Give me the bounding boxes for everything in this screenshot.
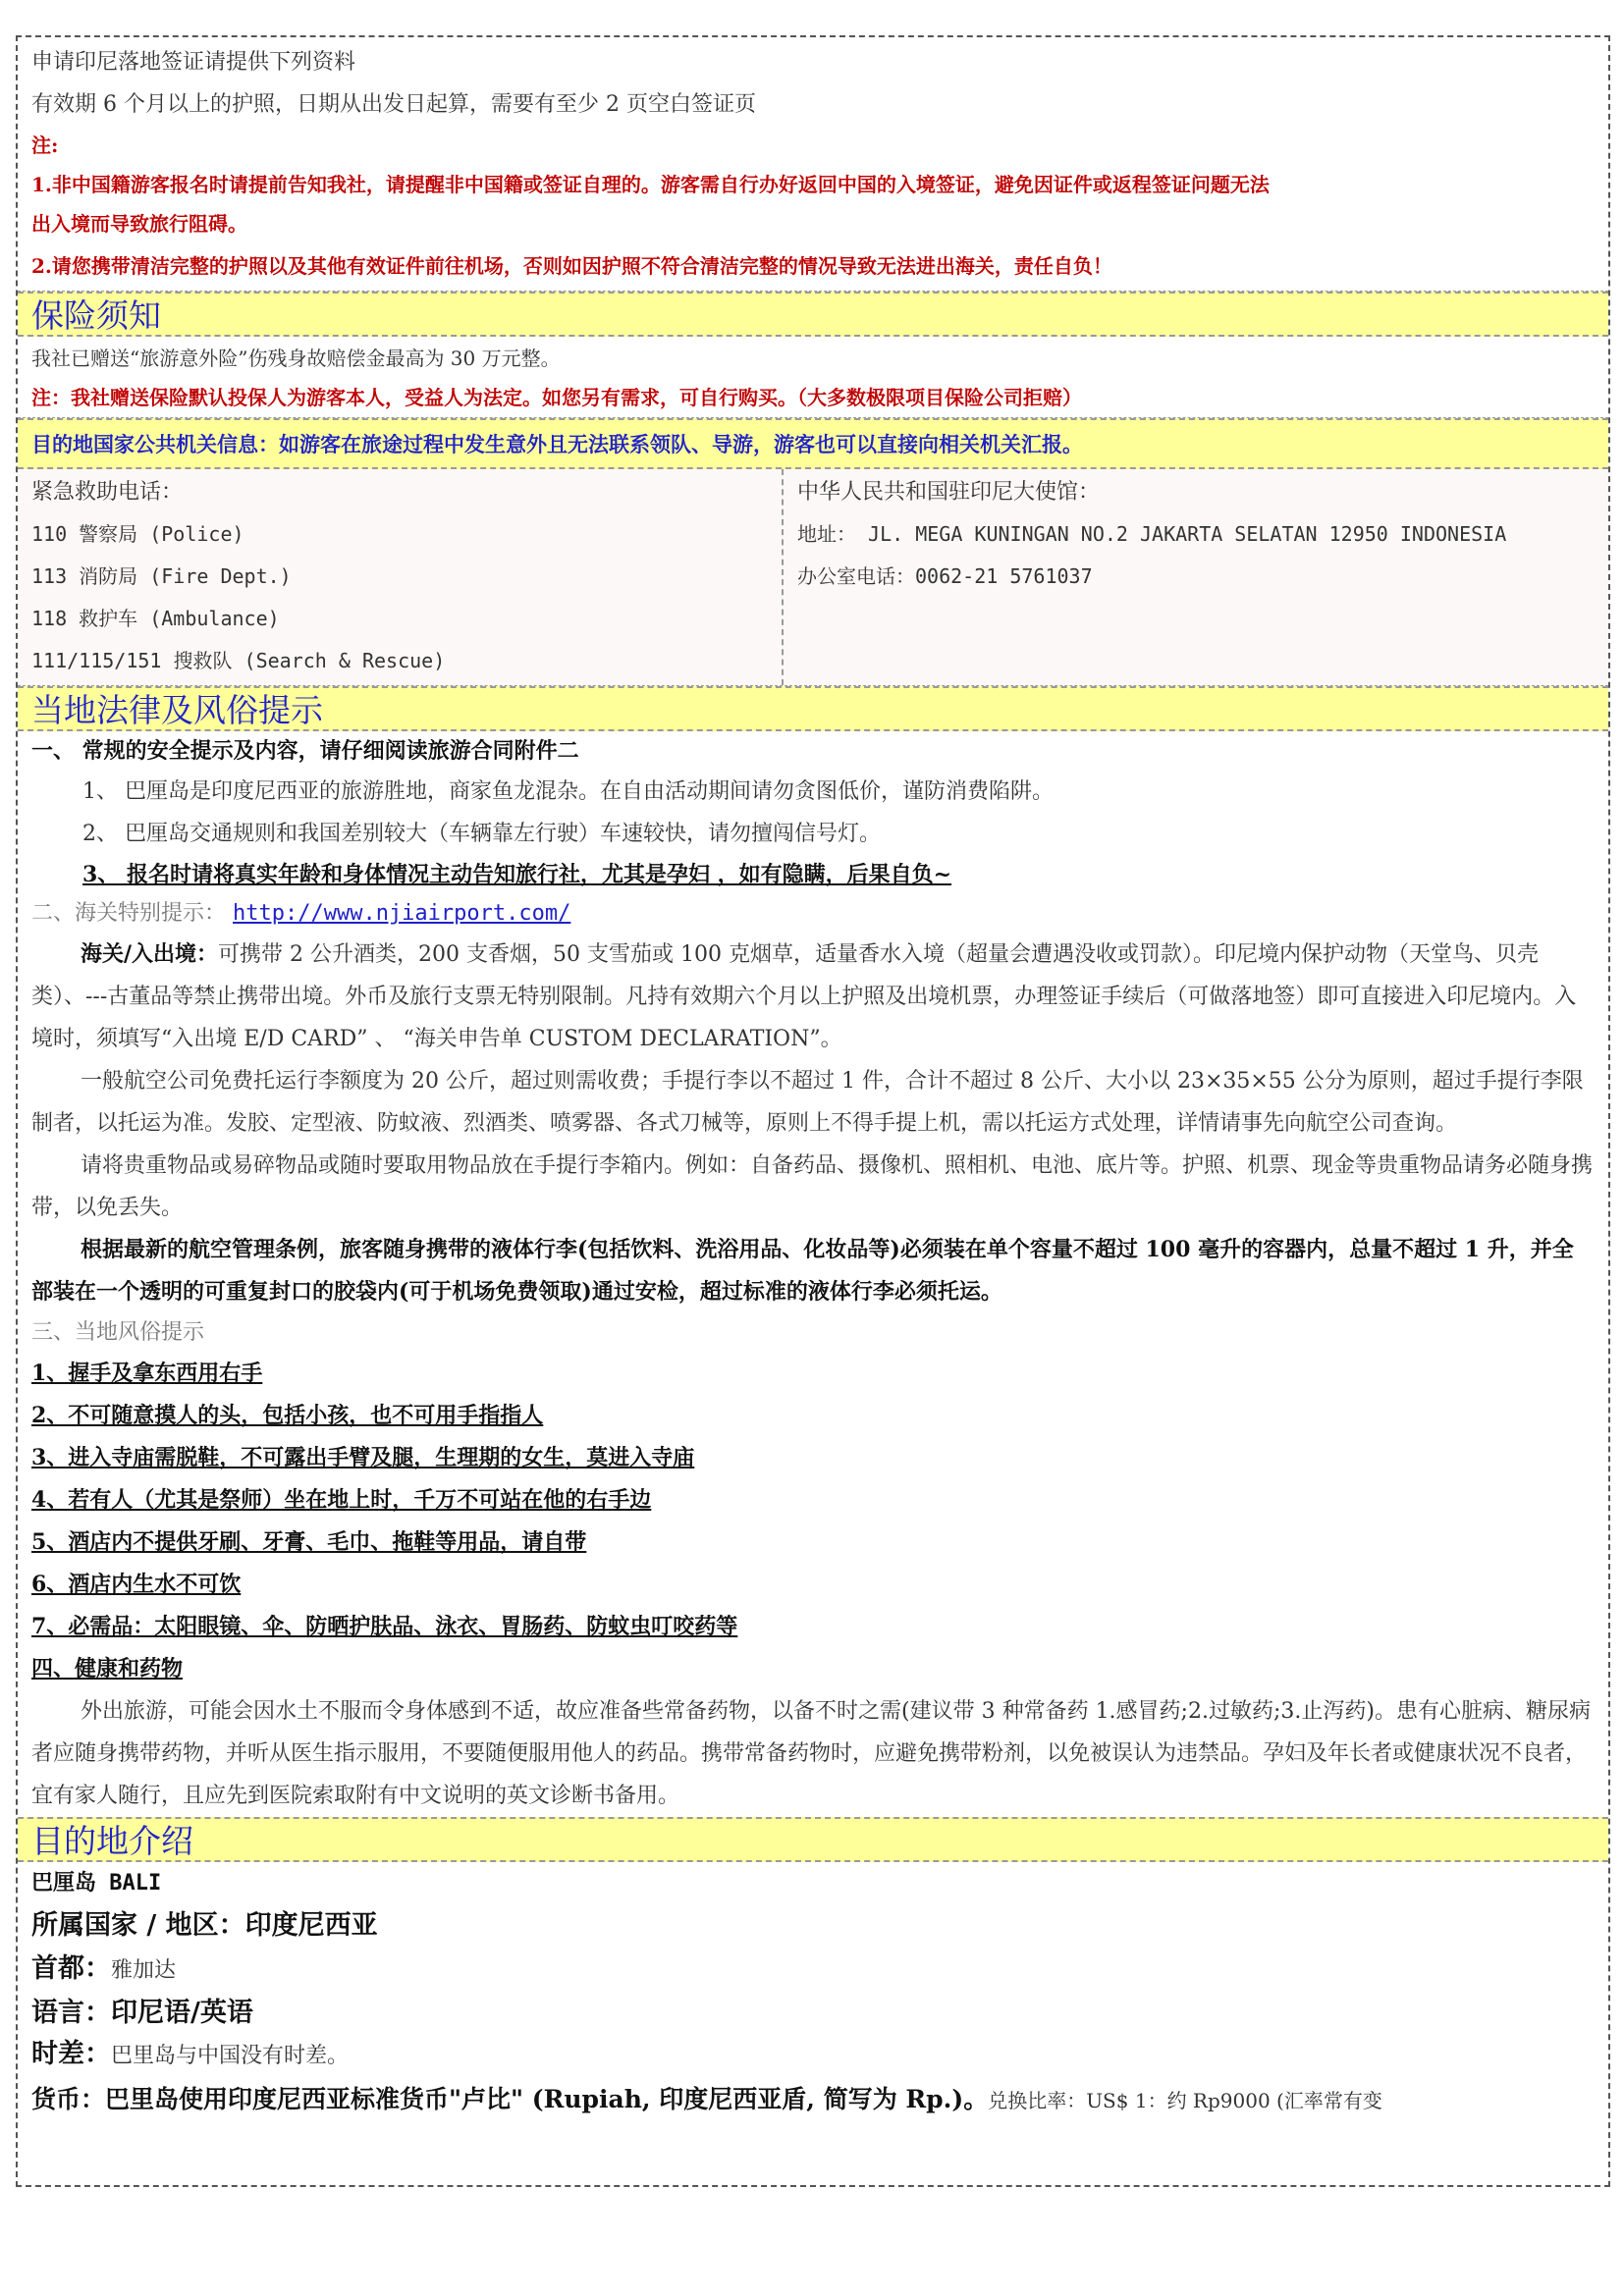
laws-sec1-item: 2、 巴厘岛交通规则和我国差别较大（车辆靠左行驶）车速较快，请勿擅闯信号灯。 [82, 822, 881, 846]
capital-label: 首都： [31, 1953, 111, 1984]
timezone-label: 时差： [31, 2039, 111, 2069]
destination-language: 语言：印尼语/英语 [31, 1998, 253, 2028]
custom-item: 1、握手及拿东西用右手 [31, 1361, 263, 1386]
timezone-value: 巴里岛与中国没有时差。 [111, 2044, 350, 2068]
currency-rate: 兑换比率：US$ 1：约 Rp9000 (汇率常有变 [988, 2089, 1382, 2112]
laws-sec1-item: 3、 报名时请将真实年龄和身体情况主动告知旅行社，尤其是孕妇 ，如有隐瞒，后果自负~ [82, 862, 952, 887]
capital-value: 雅加达 [111, 1958, 177, 1983]
liquids-paragraph [31, 1229, 1595, 1313]
destination-name: 巴厘岛 BALI [31, 1871, 162, 1896]
destination-capital-line [31, 1949, 1595, 1993]
airport-link[interactable]: http://www.njiairport.com/ [233, 901, 571, 926]
destination-section [18, 1862, 1608, 2124]
emergency-item: 118 救护车 (Ambulance) [31, 607, 280, 630]
health-text: 外出旅游，可能会因水土不服而令身体感到不适，故应准备些常备药物，以备不时之需(建议带 3 种常备药 1.感冒药;2.过敏药;3.止泻药)。患有心脏病、糖尿病者应随身携带药物，并听从医生指示服用，不要随便服用他人的药品。携带常备药物时，应避免携带粉剂，以免被误认为违禁品。孕妇及年长者或健康状况不良者，宜有家人随行，且应先到医院索取附有中文说明的英文诊断书备用。 [31, 1699, 1591, 1808]
visa-note-1b: 出入境而导致旅行阻碍。 [31, 212, 247, 236]
laws-heading: 当地法律及风俗提示 [18, 686, 1608, 731]
visa-note-label: 注: [31, 133, 59, 157]
luggage-text: 一般航空公司免费托运行李额度为 20 公斤，超过则需收费；手提行李以不超过 1 件，合计不超过 8 公斤、大小以 23×35×55 公分为原则，超过手提行李限制者，以托运为准。发胶、定型液、防蚊液、烈酒类、喷雾器、各式刀械等，原则上不得手提上机，需以托运方式处理，详情请事先向航空公司查询。 [31, 1069, 1584, 1136]
custom-item: 2、不可随意摸人的头，包括小孩，也不可用手指指人 [31, 1403, 544, 1428]
embassy-phone: 办公室电话：0062-21 5761037 [797, 564, 1093, 588]
laws-sec1-title: 一、 常规的安全提示及内容，请仔细阅读旅游合同附件二 [31, 738, 579, 764]
custom-item: 5、酒店内不提供牙刷、牙膏、毛巾、拖鞋等用品，请自带 [31, 1529, 587, 1555]
laws-section [18, 731, 1608, 1817]
valuables-text: 请将贵重物品或易碎物品或随时要取用物品放在手提行李箱内。例如：自备药品、摄像机、照相机、电池、底片等。护照、机票、现金等贵重物品请务必随身携带，以免丢失。 [31, 1153, 1594, 1220]
laws-sec4-title: 四、健康和药物 [31, 1656, 184, 1682]
public-info-bar: 目的地国家公共机关信息：如游客在旅途过程中发生意外且无法联系领队、导游，游客也可以直接向相关机关汇报。 [18, 418, 1608, 469]
document-frame [16, 35, 1610, 2187]
laws-sec1-item: 1、 巴厘岛是印度尼西亚的旅游胜地，商家鱼龙混杂。在自由活动期间请勿贪图低价，谨防消费陷阱。 [82, 779, 1054, 804]
valuables-paragraph [31, 1145, 1595, 1229]
insurance-section [18, 337, 1608, 418]
visa-note-1a: 1.非中国籍游客报名时请提前告知我社，请提醒非中国籍或签证自理的。游客需自行办好返回中国的入境签证，避免因证件或返程签证问题无法 [31, 173, 1270, 196]
custom-item: 6、酒店内生水不可饮 [31, 1572, 242, 1597]
destination-timezone-line [31, 2034, 1595, 2078]
laws-sec2-title: 二、海关特别提示： [31, 901, 233, 926]
destination-currency-line [31, 2078, 1595, 2124]
emergency-title: 紧急救助电话： [31, 480, 184, 505]
custom-item: 4、若有人（尤其是祭师）坐在地上时，千万不可站在他的右手边 [31, 1487, 652, 1513]
destination-country: 所属国家 / 地区：印度尼西亚 [31, 1910, 378, 1941]
contact-grid [18, 469, 1608, 686]
laws-sec2-title-line [31, 894, 1595, 934]
customs-paragraph [31, 934, 1595, 1060]
embassy-address: 地址： JL. MEGA KUNINGAN NO.2 JAKARTA SELATAN 12950 INDONESIA [797, 522, 1507, 546]
emergency-item: 113 消防局 (Fire Dept.) [31, 564, 292, 588]
customs-label: 海关/入出境： [81, 941, 219, 967]
embassy-title: 中华人民共和国驻印尼大使馆： [797, 480, 1101, 505]
luggage-paragraph [31, 1060, 1595, 1145]
emergency-item: 110 警察局 (Police) [31, 522, 244, 546]
health-paragraph [31, 1690, 1595, 1817]
customs-text: 可携带 2 公升酒类，200 支香烟，50 支雪茄或 100 克烟草，适量香水入境（超量会遭遇没收或罚款）。印尼境内保护动物（天堂鸟、贝壳类）、---古董品等禁止携带出境。外币及旅行支票无特别限制。凡持有效期六个月以上护照及出境机票，办理签证手续后（可做落地签）即可直接进入印尼境内。入境时，须填写“入出境 E/D CARD” 、 “海关申告单 CUSTOM DECLARATION”。 [31, 942, 1577, 1051]
emergency-numbers [18, 469, 784, 685]
visa-line-2: 有效期 6 个月以上的护照，日期从出发日起算，需要有至少 2 页空白签证页 [31, 92, 756, 117]
custom-item: 3、进入寺庙需脱鞋，不可露出手臂及腿，生理期的女生，莫进入寺庙 [31, 1445, 695, 1470]
visa-note-2: 2.请您携带清洁完整的护照以及其他有效证件前往机场，否则如因护照不符合清洁完整的情况导致无法进出海关，责任自负！ [31, 254, 1112, 278]
currency-label: 货币：巴里岛使用印度尼西亚标准货币"卢比" (Rupiah, 印度尼西亚盾, 简写为 Rp.)。 [31, 2085, 989, 2113]
destination-heading: 目的地介绍 [18, 1817, 1608, 1862]
insurance-heading: 保险须知 [18, 292, 1608, 337]
laws-sec3-title: 三、当地风俗提示 [31, 1320, 205, 1345]
emergency-item: 111/115/151 搜救队 (Search & Rescue) [31, 649, 446, 672]
visa-section [18, 37, 1608, 292]
embassy-info [784, 469, 1608, 685]
insurance-line-1: 我社已赠送“旅游意外险”伤残身故赔偿金最高为 30 万元整。 [31, 347, 561, 370]
insurance-line-2: 注：我社赠送保险默认投保人为游客本人，受益人为法定。如您另有需求，可自行购买。（大多数极限项目保险公司拒赔） [31, 386, 1082, 409]
liquids-text: 根据最新的航空管理条例，旅客随身携带的液体行李(包括饮料、洗浴用品、化妆品等)必须装在单个容量不超过 100 毫升的容器内，总量不超过 1 升，并全部装在一个透明的可重复封口的胶袋内(可于机场免费领取)通过安检，超过标准的液体行李必须托运。 [31, 1237, 1574, 1305]
visa-line-1: 申请印尼落地签证请提供下列资料 [31, 50, 356, 75]
custom-item: 7、必需品：太阳眼镜、伞、防晒护肤品、泳衣、胃肠药、防蚊虫叮咬药等 [31, 1614, 738, 1639]
